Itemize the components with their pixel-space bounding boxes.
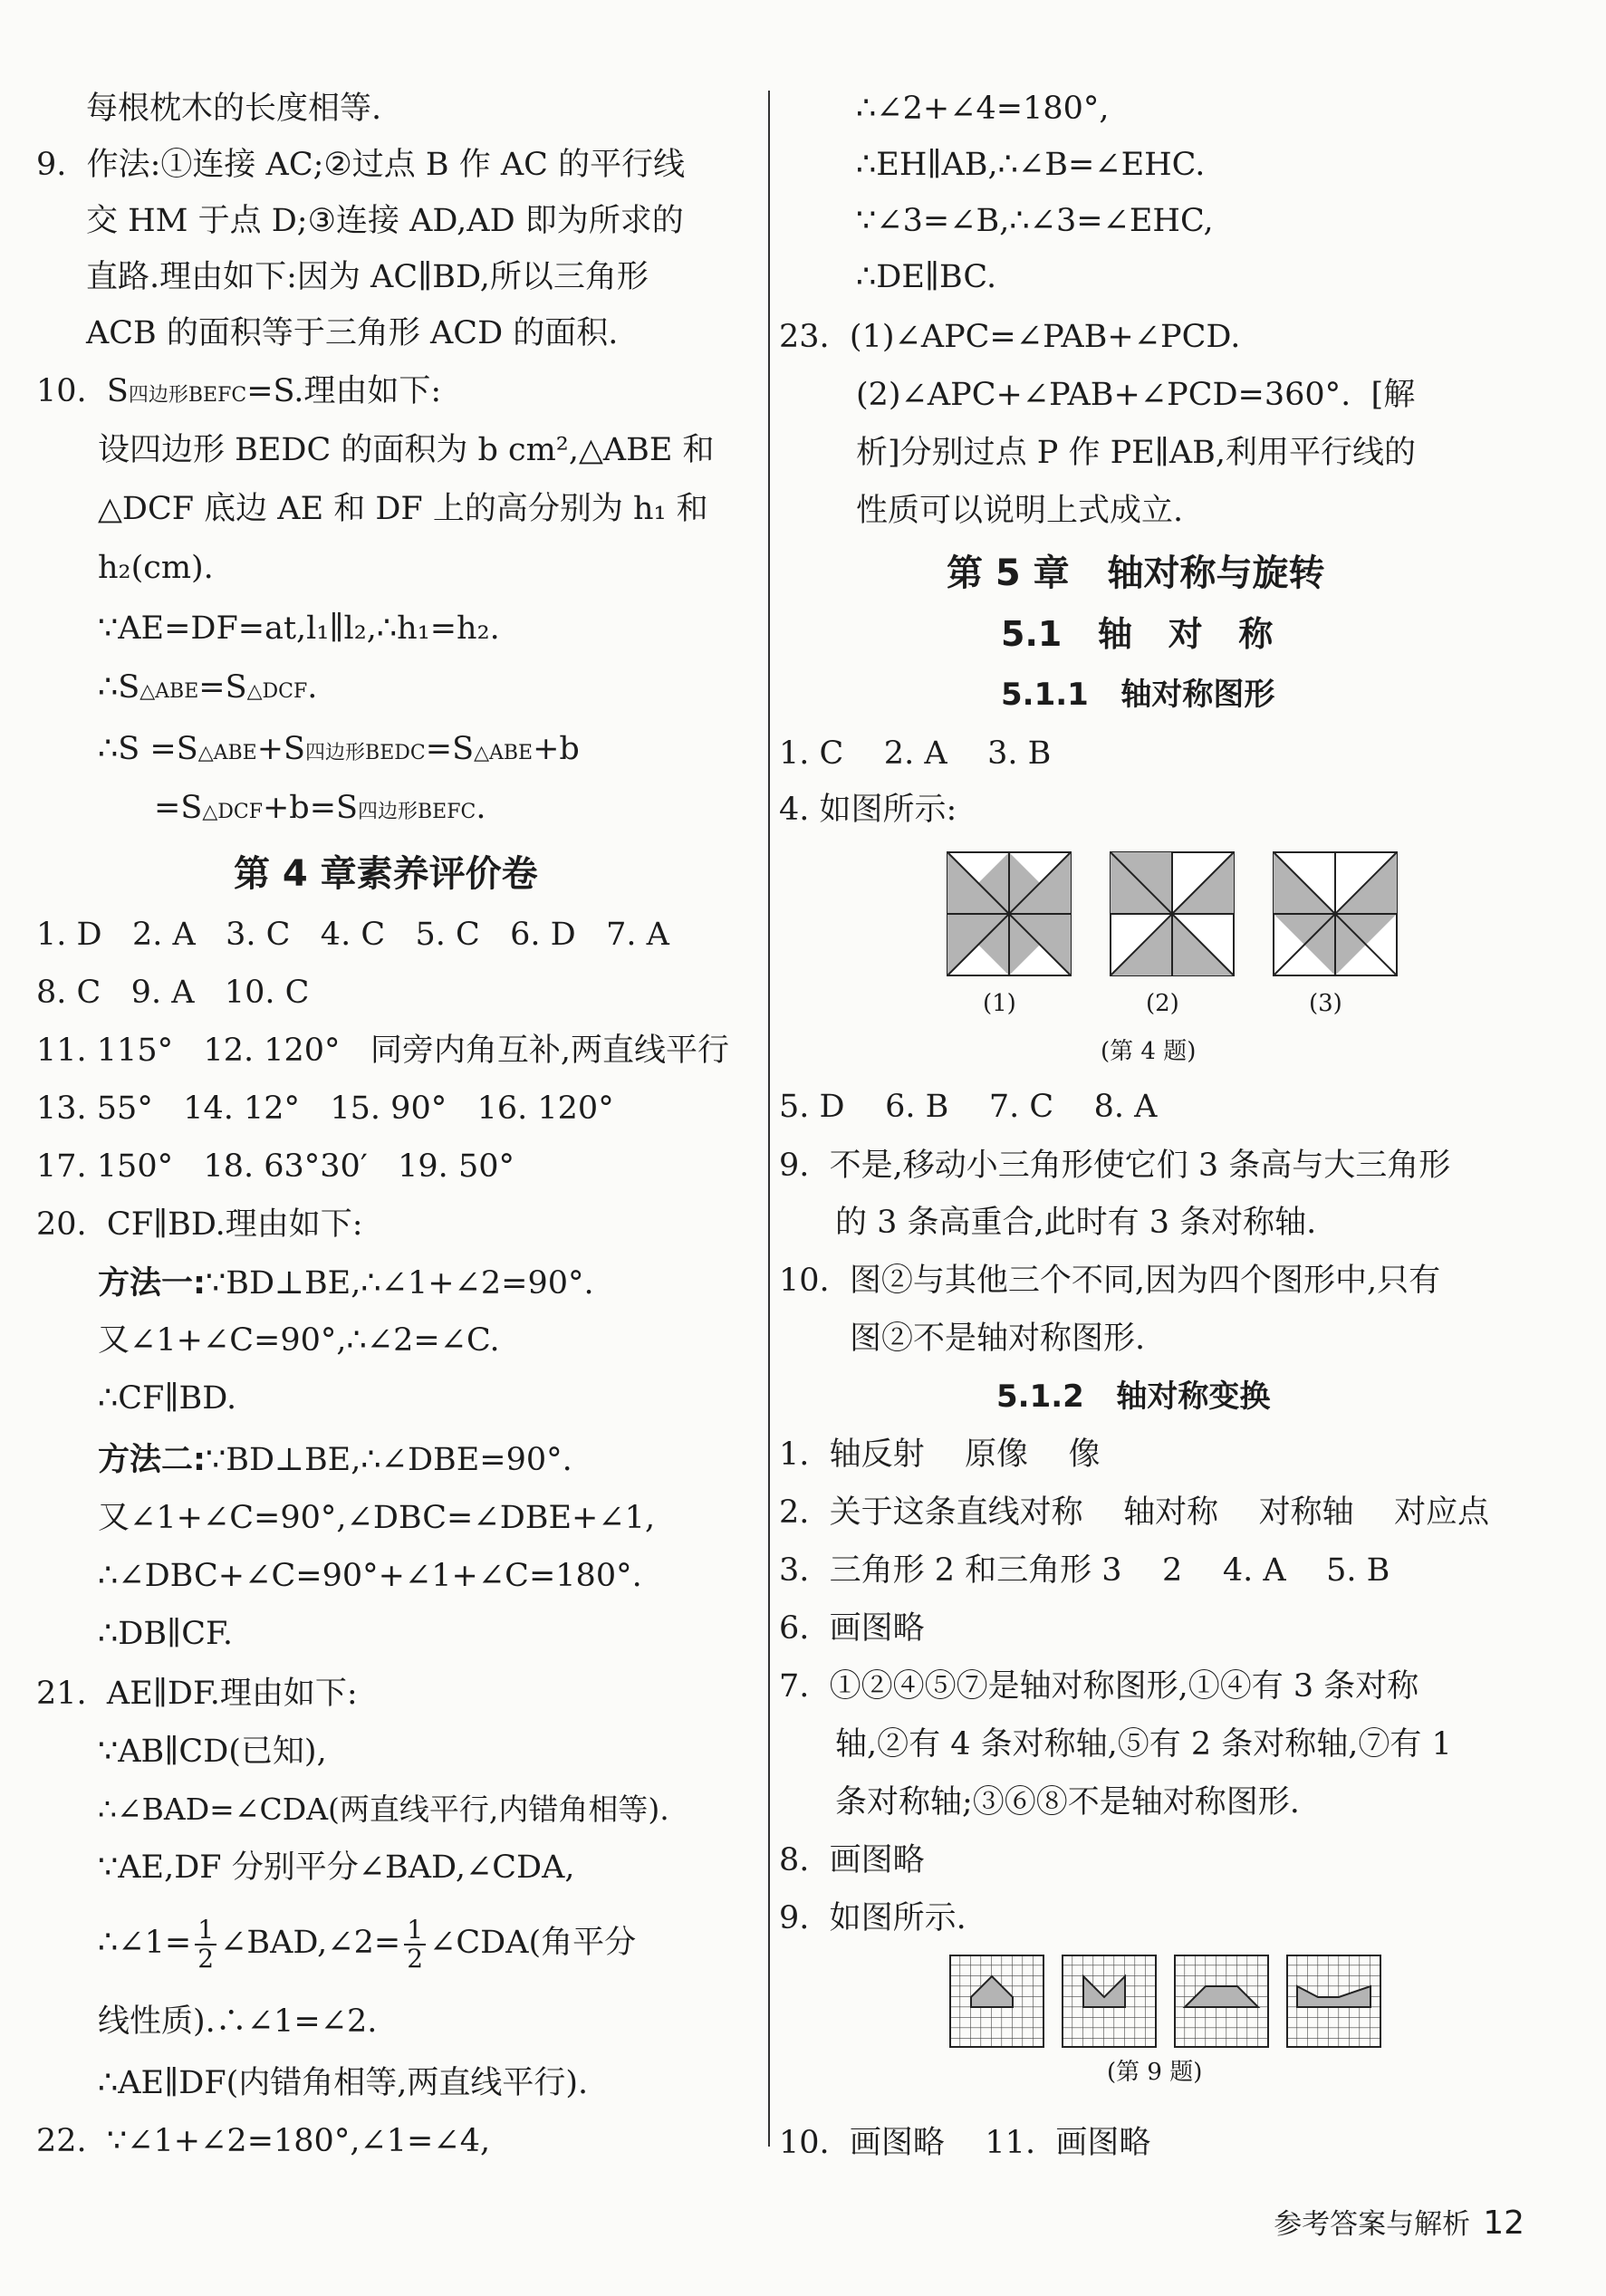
figure-4-square-3: [1274, 852, 1397, 975]
text-line: 析]分别过点 P 作 PE∥AB,利用平行线的: [856, 435, 1416, 471]
answer-row: 10. 画图略 11. 画图略: [779, 2125, 1151, 2161]
figure-4-square-2: [1111, 852, 1234, 975]
answer-row: 6. 画图略: [779, 1610, 925, 1647]
fraction-numerator: 1: [195, 1917, 216, 1945]
figure-9-grid-2: [1063, 1955, 1156, 2047]
figure-4-square-1: [947, 852, 1071, 975]
text-line: ∴DE∥BC.: [856, 259, 997, 295]
section-5-1-2-title: 5.1.2 轴对称变换: [996, 1379, 1271, 1415]
answer-7: 7. ①②④⑤⑦是轴对称图形,①④有 3 条对称: [779, 1668, 1419, 1705]
subscript: 四边形BEFC: [358, 801, 476, 823]
fraction-denominator: 2: [407, 1943, 424, 1974]
text-line: 又∠1+∠C=90°,∠DBC=∠DBE+∠1,: [98, 1500, 656, 1536]
text-line: 交 HM 于点 D;③连接 AD,AD 即为所求的: [86, 203, 684, 239]
text: =S: [198, 669, 247, 706]
text-line: 每根枕木的长度相等.: [86, 91, 382, 127]
answer-row: 5. D 6. B 7. C 8. A: [779, 1089, 1158, 1125]
text: +S: [256, 731, 306, 767]
answer-22: 22. ∵∠1+∠2=180°,∠1=∠4,: [36, 2123, 491, 2159]
text-line: 线性质).∴∠1=∠2.: [98, 2003, 378, 2040]
text: ∠BAD,∠2=: [220, 1925, 401, 1961]
answer-row: 13. 55° 14. 12° 15. 90° 16. 120°: [36, 1090, 614, 1127]
answer-row: 1. D 2. A 3. C 4. C 5. C 6. D 7. A: [36, 917, 669, 953]
text-line: ∴∠2+∠4=180°,: [856, 91, 1110, 127]
text: 10. S: [36, 373, 129, 409]
method-label: 方法一:: [98, 1265, 206, 1302]
chapter4-review-title: 第 4 章素养评价卷: [234, 853, 538, 895]
column-divider: [768, 91, 770, 2147]
answer-row: 11. 115° 12. 120° 同旁内角互补,两直线平行: [36, 1033, 730, 1069]
text: ∵BD⊥BE,∴∠DBE=90°.: [206, 1442, 572, 1478]
text-line: ∴∠DBC+∠C=90°+∠1+∠C=180°.: [98, 1558, 642, 1594]
text-line: ∵AB∥CD(已知),: [98, 1734, 327, 1770]
figure-4-caption: (第 4 题): [1101, 1038, 1197, 1065]
text: =S: [154, 790, 203, 826]
answer-row: 2. 关于这条直线对称 轴对称 对称轴 对应点: [779, 1494, 1490, 1531]
text-line: ∴CF∥BD.: [98, 1380, 237, 1417]
text-line: ∴∠BAD=∠CDA(两直线平行,内错角相等).: [98, 1792, 669, 1827]
text: .: [307, 669, 318, 706]
text-line: [98, 1911, 636, 1974]
answer-9: 9. 作法:①连接 AC;②过点 B 作 AC 的平行线: [36, 147, 686, 183]
page-number: 12: [1483, 2205, 1524, 2242]
answer-row: 3. 三角形 2 和三角形 3 2 4. A 5. B: [779, 1552, 1390, 1589]
subscript: 四边形BEFC: [128, 384, 247, 407]
footer-label: 参考答案与解析: [1274, 2208, 1471, 2241]
text-line: ∴AE∥DF(内错角相等,两直线平行).: [98, 2065, 589, 2101]
text: .: [476, 790, 486, 826]
answer-row: 9. 如图所示.: [779, 1900, 966, 1936]
text-line: △DCF 底边 AE 和 DF 上的高分别为 h₁ 和: [98, 491, 708, 527]
text-line: 的 3 条高重合,此时有 3 条对称轴.: [835, 1205, 1317, 1241]
text: =S.理由如下:: [246, 373, 442, 409]
text-line: ACB 的面积等于三角形 ACD 的面积.: [86, 315, 619, 351]
figure-4-label-3: (3): [1309, 990, 1342, 1017]
answer-4: 4. 如图所示:: [779, 792, 957, 828]
subscript: △DCF: [246, 680, 308, 703]
subscript: △ABE: [197, 742, 257, 764]
text-line: 条对称轴;③⑥⑧不是轴对称图形.: [835, 1784, 1300, 1820]
fraction: [195, 1914, 216, 1974]
answer-10: 10. 图②与其他三个不同,因为四个图形中,只有: [779, 1263, 1441, 1299]
method-label: 方法二:: [98, 1442, 206, 1478]
method-1-line: [98, 1263, 594, 1303]
page-footer: [1274, 2201, 1524, 2242]
text-line: 图②不是轴对称图形.: [850, 1321, 1146, 1357]
figure-9-caption: (第 9 题): [1107, 2059, 1203, 2086]
text: +b=S: [262, 790, 359, 826]
answer-23: 23. (1)∠APC=∠PAB+∠PCD.: [779, 319, 1241, 355]
chapter5-title: 第 5 章 轴对称与旋转: [947, 552, 1325, 594]
text-line: [98, 729, 580, 773]
answer-row: 1. 轴反射 原像 像: [779, 1436, 1101, 1473]
text-line: ∵AE=DF=at,l₁∥l₂,∴h₁=h₂.: [98, 610, 500, 647]
subscript: 四边形BEDC: [305, 742, 426, 764]
text-line: 轴,②有 4 条对称轴,⑤有 2 条对称轴,⑦有 1: [835, 1726, 1452, 1763]
method-2-line: [98, 1440, 572, 1480]
text-line: ∵AE,DF 分别平分∠BAD,∠CDA,: [98, 1849, 575, 1886]
text-line: 直路.理由如下:因为 AC∥BD,所以三角形: [86, 259, 649, 295]
figure-9-grid-3: [1175, 1955, 1268, 2047]
answer-10: [36, 371, 441, 416]
figure-9-grid-4: [1287, 1955, 1380, 2047]
answer-row: 1. C 2. A 3. B: [779, 735, 1052, 772]
answer-row: 8. C 9. A 10. C: [36, 975, 310, 1011]
text: ∴S: [98, 669, 140, 706]
answer-row: 8. 画图略: [779, 1842, 925, 1878]
text: ∴S =S: [98, 731, 198, 767]
text-line: 设四边形 BEDC 的面积为 b cm²,△ABE 和: [98, 432, 715, 468]
figure-4-squares: [947, 851, 1399, 978]
text: ∴∠1=: [98, 1925, 192, 1961]
text-line: ∴EH∥AB,∴∠B=∠EHC.: [856, 147, 1206, 183]
figure-4-label-2: (2): [1146, 990, 1179, 1017]
fraction: [404, 1914, 426, 1974]
text-line: (2)∠APC+∠PAB+∠PCD=360°. [解: [856, 377, 1416, 413]
text-line: h₂(cm).: [98, 550, 214, 586]
answer-9: 9. 不是,移动小三角形使它们 3 条高与大三角形: [779, 1148, 1451, 1184]
text-line: [154, 788, 486, 832]
subscript: △DCF: [202, 801, 263, 823]
text-line: 又∠1+∠C=90°,∴∠2=∠C.: [98, 1322, 500, 1359]
fraction-denominator: 2: [197, 1943, 215, 1974]
text-line: ∴DB∥CF.: [98, 1616, 233, 1652]
section-5-1-1-title: 5.1.1 轴对称图形: [1001, 677, 1275, 713]
subscript: △ABE: [474, 742, 534, 764]
figure-4-label-1: (1): [983, 990, 1016, 1017]
fraction-numerator: 1: [404, 1917, 426, 1945]
text-line: [98, 668, 317, 712]
figure-9-grid-1: [950, 1955, 1043, 2047]
section-5-1-title: 5.1 轴 对 称: [1001, 614, 1274, 654]
answer-20: 20. CF∥BD.理由如下:: [36, 1206, 363, 1243]
subscript: △ABE: [139, 680, 199, 703]
answer-row: 17. 150° 18. 63°30′ 19. 50°: [36, 1148, 514, 1185]
text-line: ∵∠3=∠B,∴∠3=∠EHC,: [856, 203, 1214, 239]
answer-21: 21. AE∥DF.理由如下:: [36, 1676, 358, 1712]
text: +b: [533, 731, 580, 767]
text-line: 性质可以说明上式成立.: [856, 493, 1184, 529]
text: ∵BD⊥BE,∴∠1+∠2=90°.: [206, 1265, 594, 1302]
text: =S: [425, 731, 475, 767]
figure-9-grids: [949, 1955, 1384, 2049]
text: ∠CDA(角平分: [429, 1925, 637, 1961]
